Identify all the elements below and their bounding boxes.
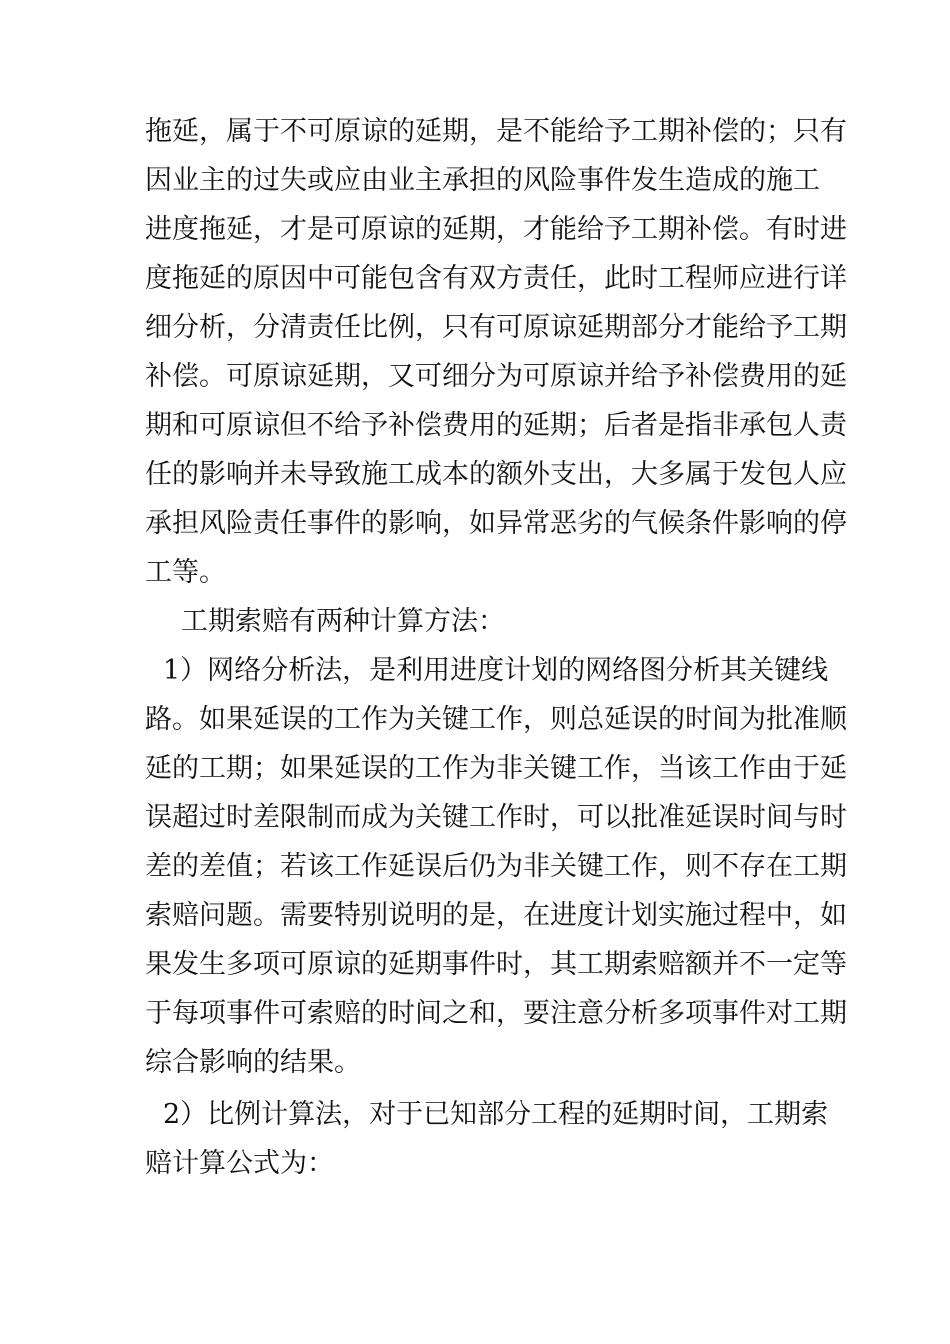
text-line-4: 度拖延的原因中可能包含有双方责任，此时工程师应进行详 (145, 263, 847, 294)
text-line-17: 索赔问题。需要特别说明的是，在进度计划实施过程中，如 (145, 900, 847, 931)
text-line-18: 果发生多项可原谅的延期事件时，其工期索赔额并不一定等 (145, 949, 847, 980)
text-line-10: 工等。 (145, 557, 226, 588)
text-line-12: 1）网络分析法，是利用进度计划的网络图分析其关键线 (163, 655, 829, 686)
text-line-21: 2）比例计算法，对于已知部分工程的延期时间，工期索 (163, 1099, 829, 1130)
text-line-14: 延的工期；如果延误的工作为非关键工作，当该工作由于延 (145, 753, 847, 784)
text-line-13: 路。如果延误的工作为关键工作，则总延误的时间为批准顺 (145, 704, 847, 735)
text-line-11: 工期索赔有两种计算方法： (181, 606, 505, 637)
text-line-5: 细分析，分清责任比例，只有可原谅延期部分才能给予工期 (145, 312, 847, 343)
text-line-2: 因业主的过失或应由业主承担的风险事件发生造成的施工 (145, 165, 820, 196)
text-line-1: 拖延，属于不可原谅的延期，是不能给予工期补偿的；只有 (145, 116, 847, 147)
text-line-6: 补偿。可原谅延期，又可细分为可原谅并给予补偿费用的延 (145, 361, 847, 392)
text-line-9: 承担风险责任事件的影响，如异常恶劣的气候条件影响的停 (145, 508, 847, 539)
text-line-7: 期和可原谅但不给予补偿费用的延期；后者是指非承包人责 (145, 410, 847, 441)
text-line-3: 进度拖延，才是可原谅的延期，才能给予工期补偿。有时进 (145, 214, 847, 245)
text-line-22: 赔计算公式为： (145, 1148, 334, 1179)
text-line-16: 差的差值；若该工作延误后仍为非关键工作，则不存在工期 (145, 851, 847, 882)
text-line-8: 任的影响并未导致施工成本的额外支出，大多属于发包人应 (145, 459, 847, 490)
text-line-15: 误超过时差限制而成为关键工作时，可以批准延误时间与时 (145, 802, 847, 833)
text-line-19: 于每项事件可索赔的时间之和，要注意分析多项事件对工期 (145, 998, 847, 1029)
text-line-20: 综合影响的结果。 (145, 1047, 361, 1078)
